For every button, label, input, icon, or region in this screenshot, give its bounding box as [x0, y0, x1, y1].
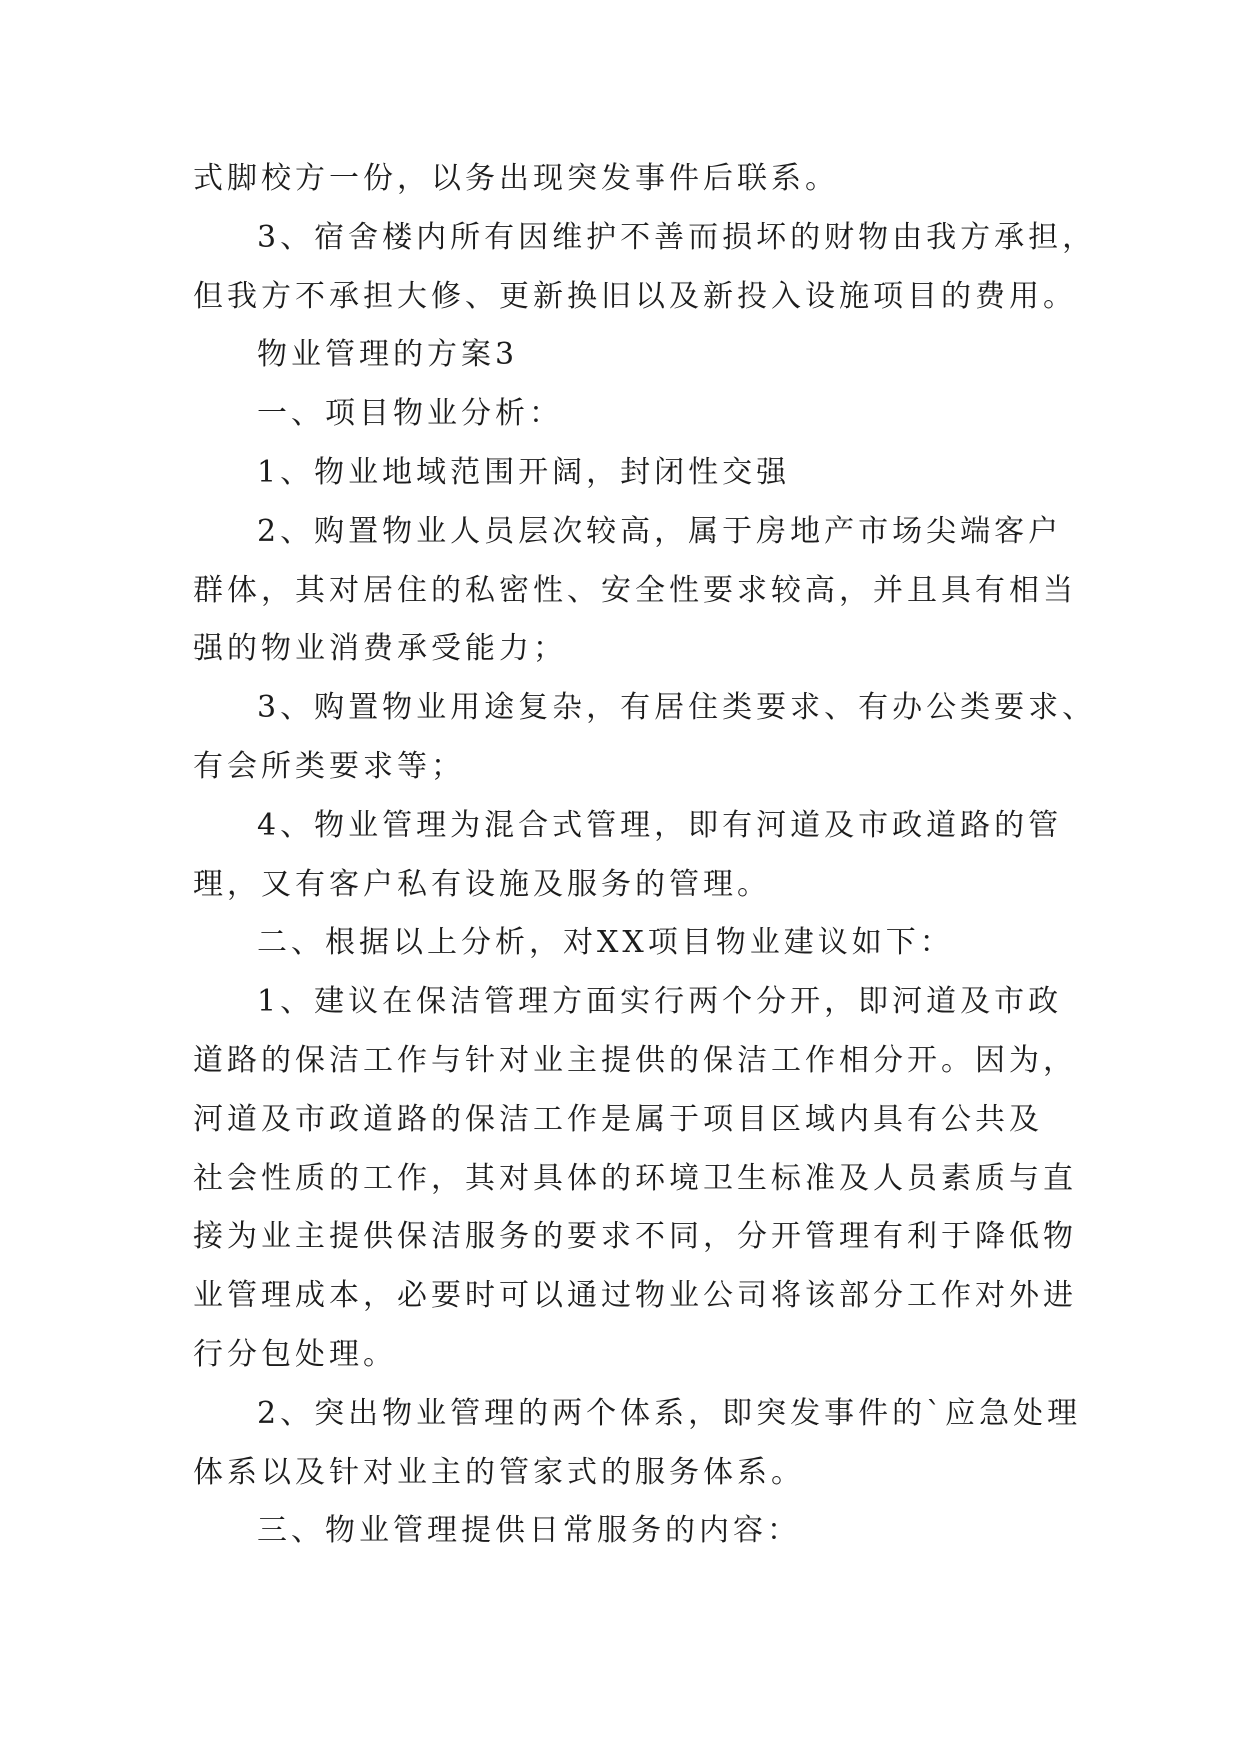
text-line: 接为业主提供保洁服务的要求不同，分开管理有利于降低物 [193, 1219, 1077, 1255]
section-heading: 物业管理的方案3 [257, 337, 519, 373]
document-body [193, 150, 1097, 1561]
text-line: 社会性质的工作，其对具体的环境卫生标准及人员素质与直 [193, 1160, 1077, 1196]
text-line: 3、宿舍楼内所有因维护不善而损坏的财物由我方承担， [257, 219, 1097, 255]
text-line: 1、物业地域范围开阔，封闭性交强 [257, 454, 791, 490]
section-heading: 三、物业管理提供日常服务的内容： [257, 1513, 801, 1549]
text-line: 理，又有客户私有设施及服务的管理。 [193, 866, 771, 902]
text-line: 1、建议在保洁管理方面实行两个分开，即河道及市政 [257, 984, 1063, 1020]
section-heading: 一、项目物业分析： [257, 396, 563, 432]
text-line: 但我方不承担大修、更新换旧以及新投入设施项目的费用。 [193, 278, 1077, 314]
text-line: 4、物业管理为混合式管理，即有河道及市政道路的管 [257, 807, 1063, 843]
text-line: 2、突出物业管理的两个体系，即突发事件的`应急处理 [257, 1395, 1082, 1431]
text-line: 2、购置物业人员层次较高，属于房地产市场尖端客户 [257, 513, 1063, 549]
text-line: 3、购置物业用途复杂，有居住类要求、有办公类要求、 [257, 690, 1097, 726]
text-line: 道路的保洁工作与针对业主提供的保洁工作相分开。因为， [193, 1042, 1077, 1078]
text-line: 群体，其对居住的私密性、安全性要求较高，并且具有相当 [193, 572, 1077, 608]
text-line: 有会所类要求等； [193, 748, 465, 784]
text-line: 行分包处理。 [193, 1336, 397, 1372]
section-heading: 二、根据以上分析，对XX项目物业建议如下： [257, 925, 954, 961]
text-line: 业管理成本，必要时可以通过物业公司将该部分工作对外进 [193, 1278, 1077, 1314]
text-line: 强的物业消费承受能力； [193, 631, 567, 667]
text-line: 体系以及针对业主的管家式的服务体系。 [193, 1454, 805, 1490]
text-line: 式脚校方一份，以务出现突发事件后联系。 [193, 161, 839, 196]
text-line: 河道及市政道路的保洁工作是属于项目区域内具有公共及 [193, 1101, 1043, 1137]
